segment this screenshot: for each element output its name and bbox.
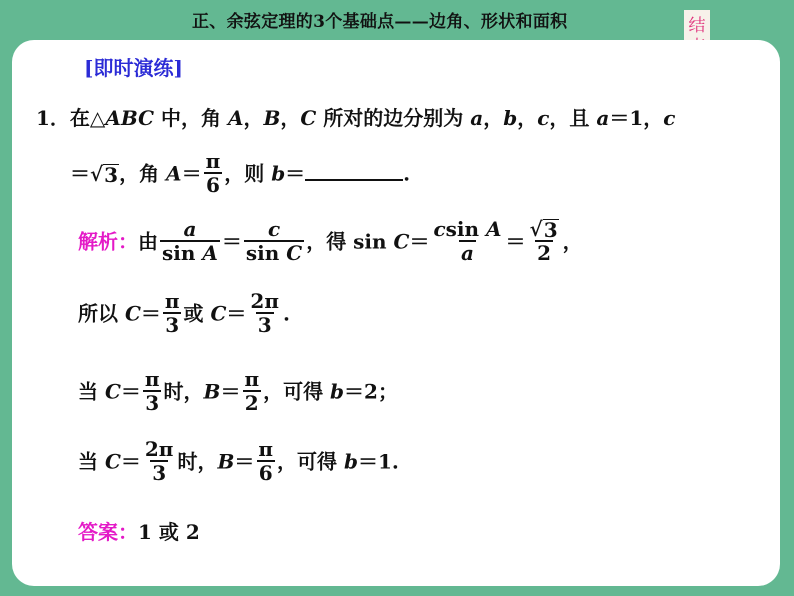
answer-line — [78, 516, 200, 545]
problem-line-2: ＝ √ 3 ，角 A＝ $\frac{\pi}{6}$ ，则 b＝ . — [70, 149, 411, 197]
answer-label: 答案： — [78, 520, 138, 544]
solution-line-4: 当 C＝ $\frac{2\pi}{3}$ 时，B＝ $\frac{\pi}{6}$ ，可得 b＝1. — [78, 437, 399, 485]
end-label-top: 结 — [688, 16, 706, 36]
answer-value: 1 或 2 — [138, 520, 200, 544]
answer-blank — [305, 161, 403, 181]
solution-line-2: 所以 C＝ $\frac{\pi}{3}$ 或 C＝ $\frac{2\pi}{3}$ . — [78, 289, 290, 337]
fraction-pi-over-6: $\frac{\pi}{6}$ — [205, 149, 221, 197]
solution-label: 解析： — [78, 229, 138, 254]
solution-line-1: 解析：由 $\frac{a}{\text{sin A}}$ ＝ $\frac{c}{\text{sin C}}$ ，得 sin C＝ $\frac{\text{csin A}}{a}$ ＝ √ 3 2 ， — [78, 217, 583, 265]
slide-header-title: 正、余弦定理的3个基础点——边角、形状和面积 — [192, 12, 568, 32]
section-label: [即时演练] — [84, 56, 183, 80]
solution-line-3: 当 C＝ $\frac{\pi}{3}$ 时，B＝ $\frac{\pi}{2}$ ，可得 b＝2； — [78, 367, 398, 415]
slide-panel — [12, 40, 780, 586]
problem-line-1: 1．在△ABC 中，角 A，B，C 所对的边分别为 a，b，c，且 a＝1，c — [36, 106, 676, 130]
